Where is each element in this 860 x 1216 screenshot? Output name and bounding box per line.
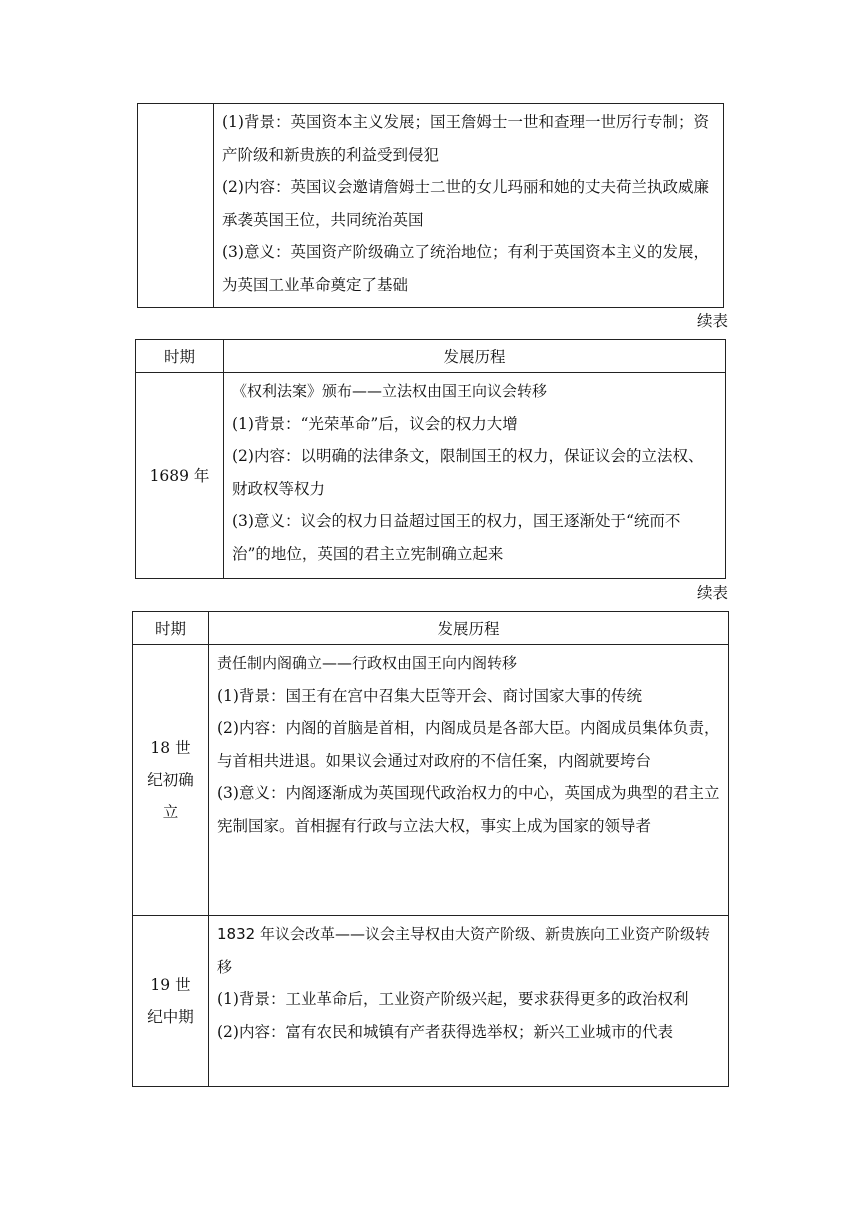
list-item: (1)背景：工业革命后，工业资产阶级兴起，要求获得更多的政治权利 xyxy=(217,990,689,1008)
period-cell: 19 世纪中期 xyxy=(133,916,209,1087)
table-row xyxy=(133,645,729,916)
table-part-2 xyxy=(135,339,726,579)
period-cell: 1689 年 xyxy=(136,373,224,579)
list-item: (2)内容：内阁的首脑是首相，内阁成员是各部大臣。内阁成员集体负责，与首相共进退。如果议会通过对政府的不信任案，内阁就要垮台 xyxy=(217,719,720,770)
process-cell xyxy=(209,916,729,1087)
table-row xyxy=(133,916,729,1087)
list-item: (1)背景：英国资本主义发展；国王詹姆士一世和查理一世厉行专制；资产阶级和新贵族的利益受到侵犯 xyxy=(222,113,709,164)
table-header-row xyxy=(133,612,729,645)
header-process: 发展历程 xyxy=(209,612,729,645)
row-heading: 责任制内阁确立——行政权由国王向内阁转移 xyxy=(217,654,518,672)
list-item: (2)内容：富有农民和城镇有产者获得选举权；新兴工业城市的代表 xyxy=(217,1022,673,1041)
header-period: 时期 xyxy=(133,612,209,645)
header-process: 发展历程 xyxy=(224,340,726,373)
table-part-3 xyxy=(132,611,729,1087)
period-cell xyxy=(138,104,214,308)
table-row xyxy=(136,373,726,579)
list-item: (2)内容：以明确的法律条文，限制国王的权力，保证议会的立法权、财政权等权力 xyxy=(232,447,704,498)
process-cell xyxy=(224,373,726,579)
table-row xyxy=(138,104,724,308)
list-item: (3)意义：英国资产阶级确立了统治地位；有利于英国资本主义的发展，为英国工业革命奠定了基础 xyxy=(222,243,709,294)
list-item: (3)意义：内阁逐渐成为英国现代政治权力的中心，英国成为典型的君主立宪制国家。首相握有行政与立法大权，事实上成为国家的领导者 xyxy=(217,784,720,835)
period-cell: 18 世纪初确立 xyxy=(133,645,209,916)
table-header-row xyxy=(136,340,726,373)
list-item: (1)背景：“光荣革命”后，议会的权力大增 xyxy=(232,414,518,433)
table-part-1 xyxy=(137,103,724,308)
process-cell xyxy=(209,645,729,916)
process-cell xyxy=(214,104,724,308)
row-heading: 《权利法案》颁布——立法权由国王向议会转移 xyxy=(232,382,548,400)
header-period: 时期 xyxy=(136,340,224,373)
continued-label: 续表 xyxy=(697,584,729,602)
list-item: (3)意义：议会的权力日益超过国王的权力，国王逐渐处于“统而不治”的地位，英国的君主立宪制确立起来 xyxy=(232,512,681,563)
continued-label: 续表 xyxy=(697,312,729,330)
row-heading: 1832 年议会改革——议会主导权由大资产阶级、新贵族向工业资产阶级转移 xyxy=(217,925,710,976)
list-item: (1)背景：国王有在宫中召集大臣等开会、商讨国家大事的传统 xyxy=(217,686,642,705)
list-item: (2)内容：英国议会邀请詹姆士二世的女儿玛丽和她的丈夫荷兰执政威廉承袭英国王位，共同统治英国 xyxy=(222,178,709,229)
